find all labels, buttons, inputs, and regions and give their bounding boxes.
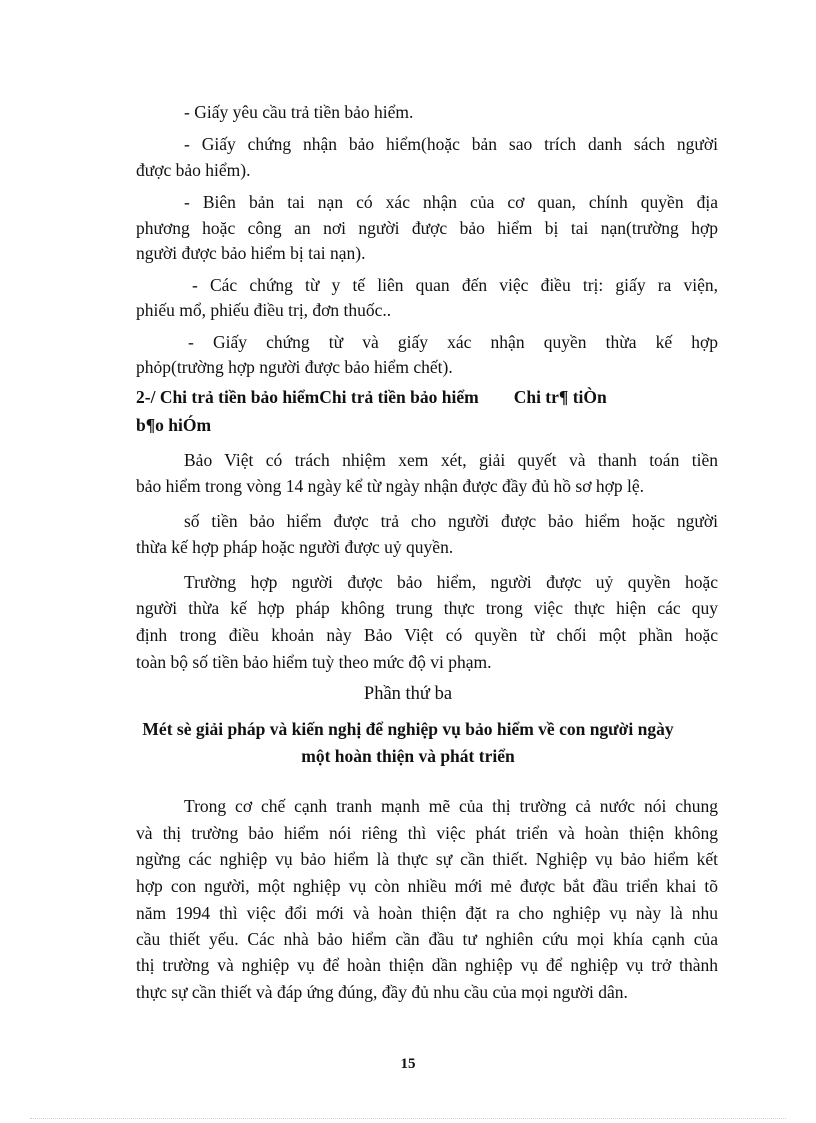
paragraph-continuation: và thị trường bảo hiểm nói riêng thì việc phát triển và hoàn thiện không: [136, 823, 718, 843]
list-item-continuation: được bảo hiểm).: [136, 160, 251, 180]
section-heading-continuation: b¶o hiÓm: [136, 415, 212, 435]
section-heading: 2-/ Chi trả tiền bảo hiểmChi trả tiền bảo hiểm Chi tr¶ tiÒn: [136, 387, 607, 407]
paragraph-continuation: năm 1994 thì việc đổi mới và hoàn thiện đặt ra cho nghiệp vụ này là nhu: [136, 903, 718, 923]
paragraph-continuation: định trong điều khoản này Bảo Việt có quyền từ chối một phần hoặc: [136, 625, 718, 645]
page-bottom-divider: [30, 1118, 786, 1119]
list-item-continuation: phỏp(trường hợp người được bảo hiểm chết).: [136, 357, 453, 377]
list-item-continuation: người được bảo hiểm bị tai nạn).: [136, 243, 366, 263]
paragraph: Bảo Việt có trách nhiệm xem xét, giải quyết và thanh toán tiền: [184, 450, 718, 470]
paragraph: số tiền bảo hiểm được trả cho người được bảo hiểm hoặc người: [184, 511, 718, 531]
list-item-continuation: phương hoặc công an nơi người được bảo hiểm bị tai nạn(trường hợp: [136, 218, 718, 238]
paragraph-continuation: thị trường và nghiệp vụ để hoàn thiện dần nghiệp vụ để nghiệp vụ trở thành: [136, 955, 718, 975]
paragraph: Trường hợp người được bảo hiểm, người được uỷ quyền hoặc: [184, 572, 718, 592]
paragraph-continuation: toàn bộ số tiền bảo hiểm tuỳ theo mức độ vi phạm.: [136, 652, 492, 672]
list-item: - Giấy chứng từ và giấy xác nhận quyền thừa kế hợp: [188, 332, 718, 352]
list-item: - Biên bản tai nạn có xác nhận của cơ quan, chính quyền địa: [184, 192, 718, 212]
part-title: Phần thứ ba: [363, 684, 453, 704]
paragraph-continuation: bảo hiểm trong vòng 14 ngày kể từ ngày nhận được đầy đủ hồ sơ hợp lệ.: [136, 476, 644, 496]
paragraph-continuation: hợp con người, một nghiệp vụ còn nhiều mới mẻ được bắt đầu triển khai tõ: [136, 876, 718, 896]
paragraph-continuation: cầu thiết yếu. Các nhà bảo hiểm cần đầu tư nghiên cứu mọi khía cạnh của: [136, 929, 718, 949]
paragraph-continuation: người thừa kế hợp pháp không trung thực trong việc thực hiện các quy: [136, 598, 718, 618]
paragraph-continuation: thừa kế hợp pháp hoặc người được uỷ quyền.: [136, 537, 454, 557]
part-subtitle: Mét sè giải pháp và kiến nghị để nghiệp vụ bảo hiểm về con người ngày: [142, 719, 674, 739]
page-number: 15: [400, 1056, 416, 1072]
part-subtitle: một hoàn thiện và phát triển: [301, 746, 515, 766]
paragraph: Trong cơ chế cạnh tranh mạnh mẽ của thị trường cả nước nói chung: [184, 796, 718, 816]
paragraph-continuation: ngừng các nghiệp vụ bảo hiểm là thực sự cần thiết. Nghiệp vụ bảo hiểm kết: [136, 849, 718, 869]
list-item: - Giấy chứng nhận bảo hiểm(hoặc bản sao trích danh sách người: [184, 134, 718, 154]
list-item: - Giấy yêu cầu trả tiền bảo hiểm.: [184, 102, 414, 122]
paragraph-continuation: thực sự cần thiết và đáp ứng đúng, đầy đủ nhu cầu của mọi người dân.: [136, 982, 628, 1002]
list-item-continuation: phiếu mổ, phiếu điều trị, đơn thuốc..: [136, 300, 392, 320]
list-item: - Các chứng từ y tế liên quan đến việc điều trị: giấy ra viện,: [192, 275, 718, 295]
